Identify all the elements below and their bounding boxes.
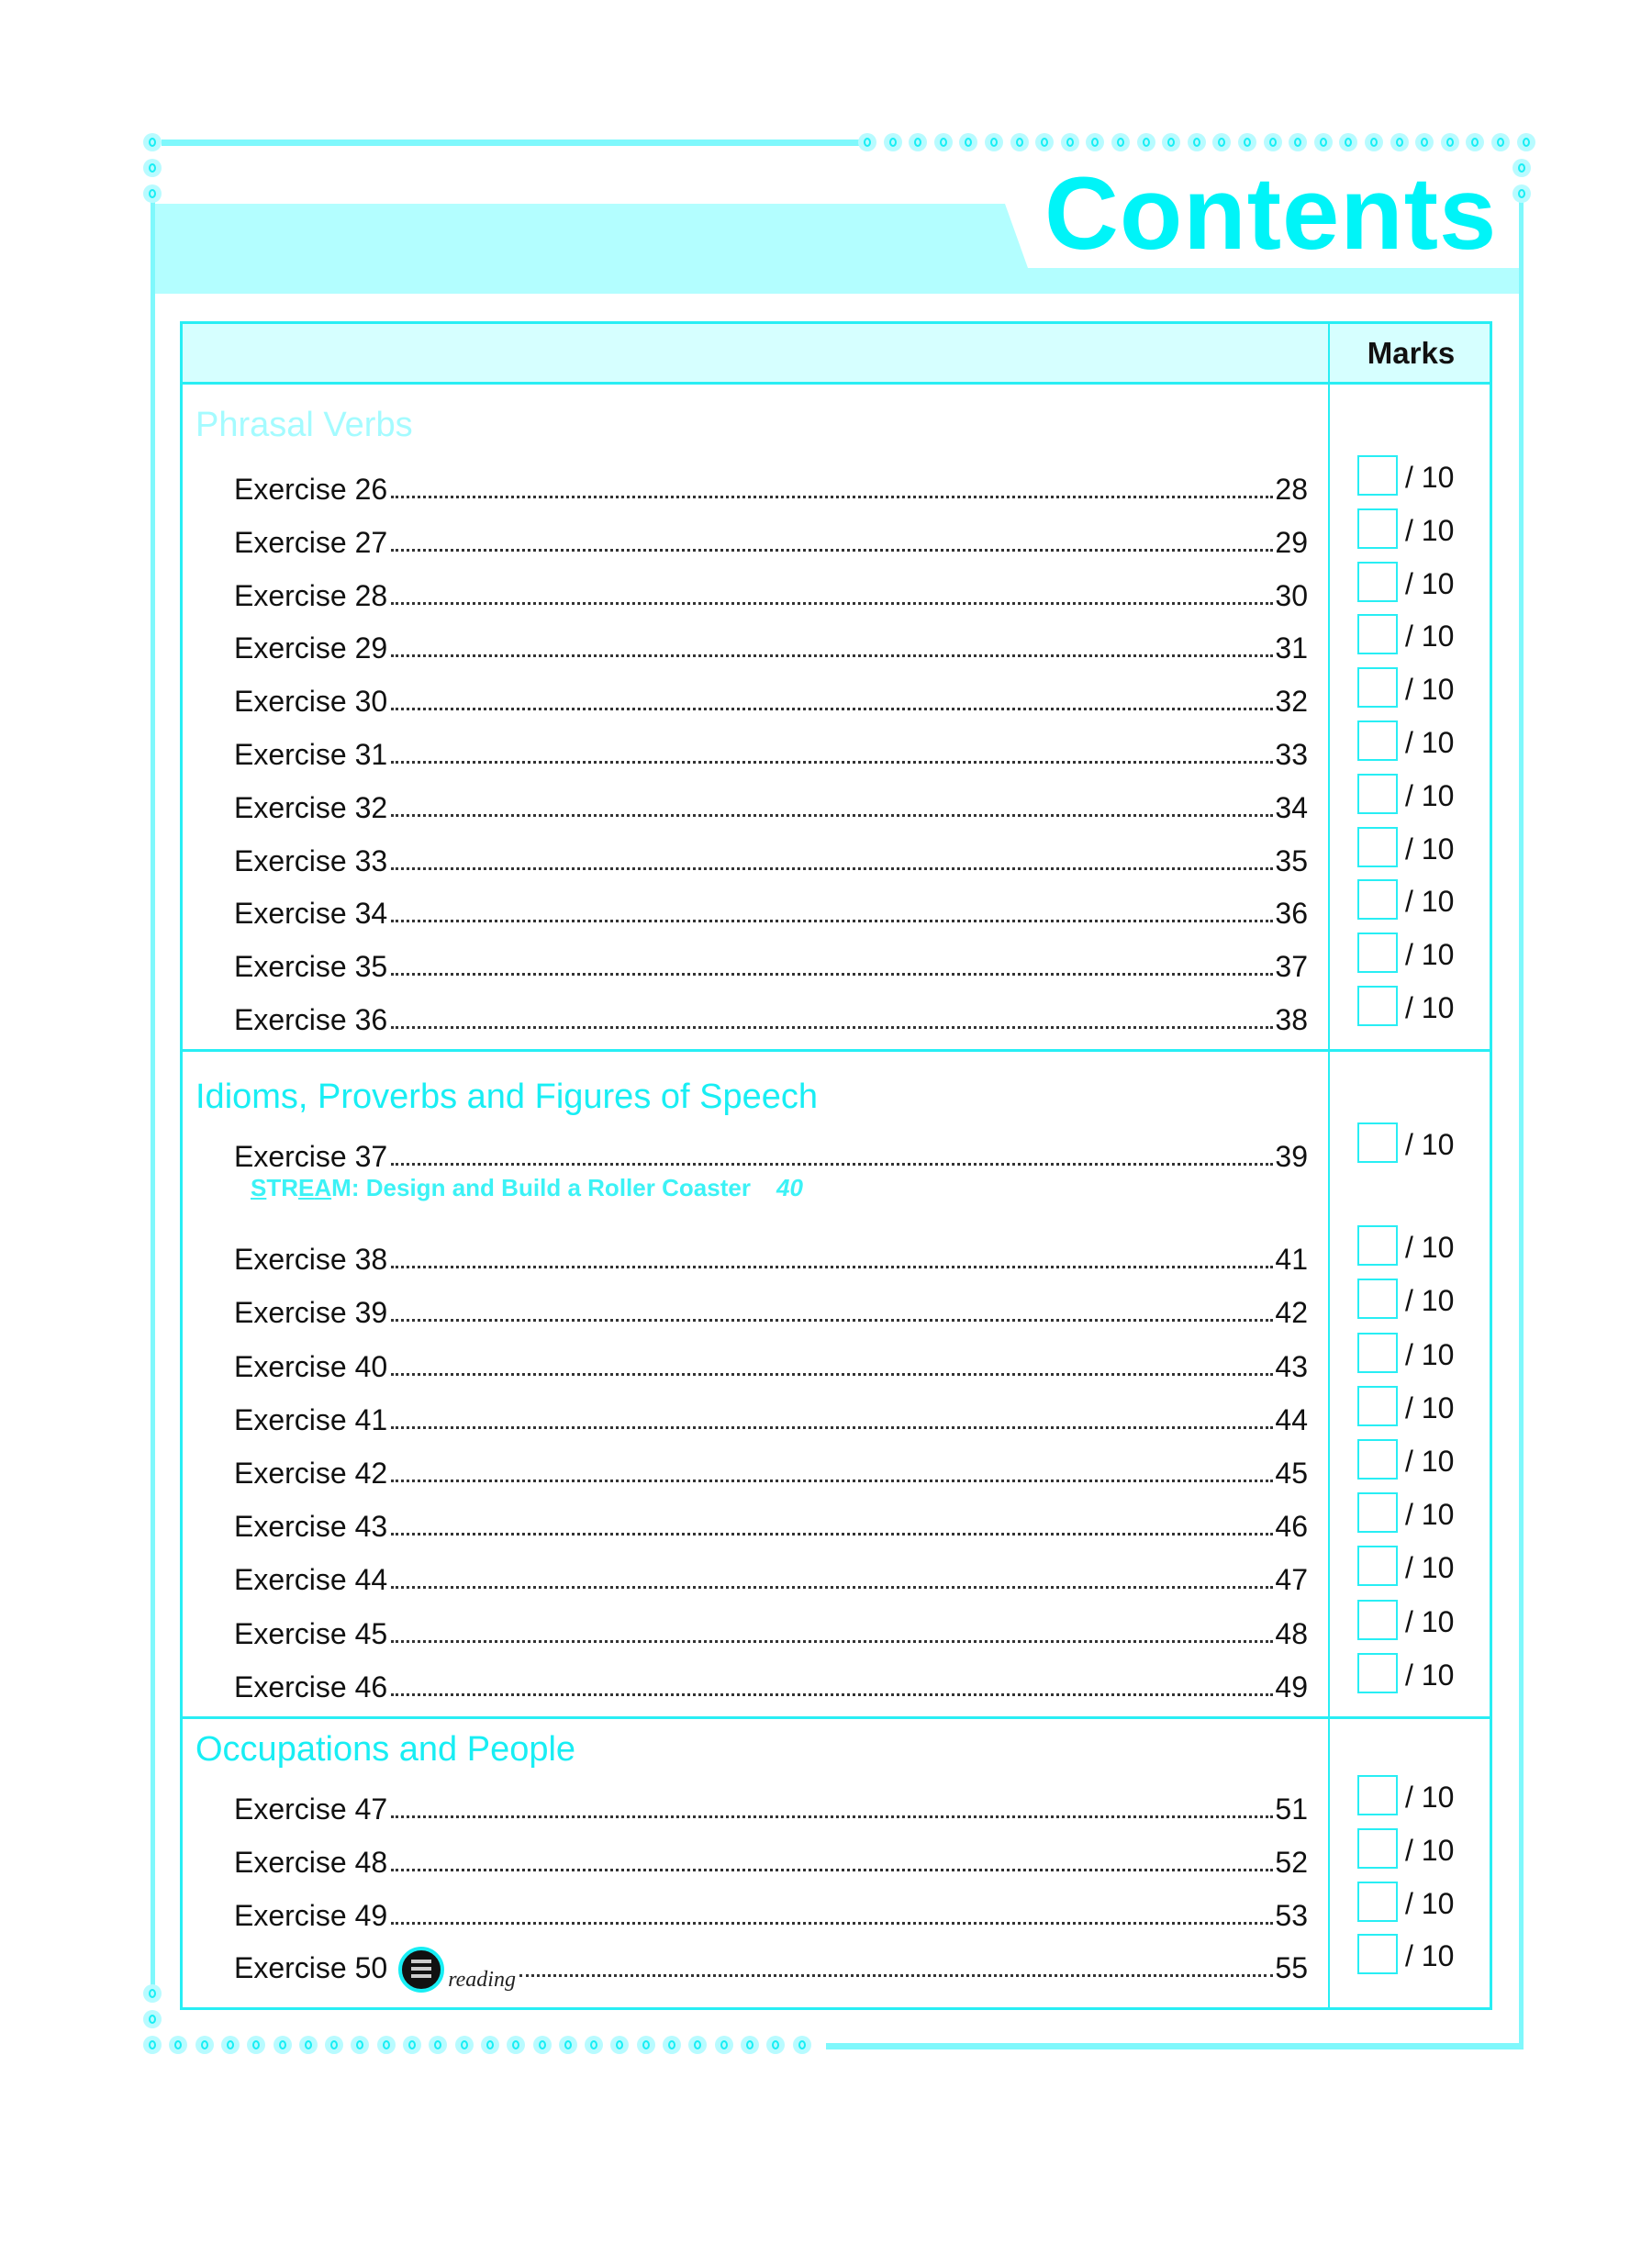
marks-out-of: / 10 (1405, 1337, 1455, 1371)
dot-leader (391, 973, 1273, 976)
marks-input-box[interactable] (1357, 720, 1398, 761)
border-dot (143, 159, 162, 177)
marks-entry (1357, 1600, 1468, 1642)
marks-entry (1357, 1934, 1468, 1976)
border-dot (1162, 133, 1180, 151)
top-border-line (162, 140, 864, 146)
dot-leader (391, 1373, 1273, 1376)
toc-entry[interactable] (234, 1502, 1308, 1544)
toc-entry[interactable] (234, 1555, 1308, 1597)
border-dot (1010, 133, 1029, 151)
entry-page-number: 29 (1275, 525, 1308, 559)
entry-page-number: 52 (1275, 1845, 1308, 1879)
section-title: Idioms, Proverbs and Figures of Speech (195, 1078, 819, 1116)
border-dot (533, 2036, 552, 2054)
border-dot (1238, 133, 1256, 151)
section-divider (183, 1716, 1490, 1719)
marks-out-of: / 10 (1405, 991, 1455, 1024)
border-dot (143, 1984, 162, 2003)
marks-entry (1357, 933, 1468, 975)
marks-out-of: / 10 (1405, 461, 1455, 494)
border-dot (637, 2036, 655, 2054)
dot-leader (391, 1266, 1273, 1268)
entry-page-number: 49 (1275, 1670, 1308, 1703)
marks-input-box[interactable] (1357, 1882, 1398, 1922)
marks-out-of: / 10 (1405, 1445, 1455, 1478)
marks-entry (1357, 614, 1468, 656)
dot-leader (391, 1026, 1273, 1029)
toc-entry[interactable] (234, 1448, 1308, 1491)
marks-input-box[interactable] (1357, 1775, 1398, 1815)
entry-label: Exercise 26 (234, 473, 388, 506)
border-dot (351, 2036, 369, 2054)
marks-input-box[interactable] (1357, 1600, 1398, 1640)
dot-leader (391, 1586, 1273, 1589)
dot-leader (391, 496, 1273, 498)
marks-out-of: / 10 (1405, 1939, 1455, 1973)
border-dot (1035, 133, 1054, 151)
marks-out-of: / 10 (1405, 1781, 1455, 1814)
entry-page-number: 31 (1275, 631, 1308, 665)
border-dot (1512, 159, 1531, 177)
section-title: Occupations and People (195, 1730, 576, 1769)
toc-entry[interactable] (234, 1395, 1308, 1437)
left-border-line (151, 202, 155, 1987)
marks-out-of: / 10 (1405, 1833, 1455, 1867)
dot-leader (391, 1640, 1273, 1643)
toc-entry[interactable] (234, 1943, 1308, 1993)
marks-entry (1357, 1279, 1468, 1321)
border-dot (610, 2036, 629, 2054)
entry-page-number: 45 (1275, 1457, 1308, 1490)
toc-entry[interactable] (234, 1609, 1308, 1651)
marks-out-of: / 10 (1405, 1284, 1455, 1318)
marks-out-of: / 10 (1405, 832, 1455, 866)
entry-page-number: 28 (1275, 473, 1308, 506)
marks-entry (1357, 1775, 1468, 1817)
marks-entry (1357, 827, 1468, 869)
dot-leader (519, 1974, 1273, 1977)
marks-entry (1357, 1386, 1468, 1428)
marks-out-of: / 10 (1405, 1231, 1455, 1265)
entry-label: Exercise 50 (234, 1951, 388, 1985)
dot-leader (391, 1869, 1273, 1871)
marks-header: Marks (1367, 336, 1456, 370)
border-dot (715, 2036, 733, 2054)
marks-entry (1357, 562, 1468, 604)
marks-input-box[interactable] (1357, 455, 1398, 496)
border-dot (299, 2036, 318, 2054)
dot-leader (391, 602, 1273, 605)
marks-entry (1357, 1122, 1468, 1165)
border-dot (1264, 133, 1282, 151)
entry-label: Exercise 48 (234, 1845, 388, 1879)
entry-page-number: 51 (1275, 1793, 1308, 1826)
marks-out-of: / 10 (1405, 885, 1455, 919)
marks-out-of: / 10 (1405, 1498, 1455, 1532)
stream-page-number: 40 (776, 1174, 803, 1202)
toc-entry[interactable] (234, 518, 1308, 560)
entry-label: Exercise 34 (234, 897, 388, 931)
toc-entry[interactable] (234, 571, 1308, 613)
dot-leader (391, 1319, 1273, 1322)
toc-entry[interactable] (234, 464, 1308, 507)
marks-input-box[interactable] (1357, 1828, 1398, 1869)
marks-input-box[interactable] (1357, 1279, 1398, 1319)
border-dot (585, 2036, 603, 2054)
dot-leader (391, 1480, 1273, 1482)
dot-leader (391, 549, 1273, 552)
entry-label: Exercise 36 (234, 1003, 388, 1036)
border-dot (934, 133, 953, 151)
page-title: Contents (1044, 156, 1498, 271)
reading-icon (398, 1947, 444, 1993)
marks-entry (1357, 667, 1468, 709)
bottom-border-line (826, 2043, 1524, 2049)
marks-input-box[interactable] (1357, 1439, 1398, 1480)
entry-label: Exercise 40 (234, 1349, 388, 1383)
border-dot (325, 2036, 343, 2054)
border-dot (1390, 133, 1409, 151)
marks-input-box[interactable] (1357, 667, 1398, 708)
entry-label: Exercise 37 (234, 1140, 388, 1173)
border-dot (559, 2036, 577, 2054)
border-dot (377, 2036, 396, 2054)
border-dot (1212, 133, 1231, 151)
border-dot (455, 2036, 474, 2054)
dot-leader (391, 1163, 1273, 1166)
dot-leader (391, 1533, 1273, 1536)
border-dot (1491, 133, 1510, 151)
toc-entry[interactable] (234, 730, 1308, 772)
border-dot (169, 2036, 187, 2054)
border-dot (273, 2036, 292, 2054)
entry-label: Exercise 43 (234, 1510, 388, 1544)
marks-input-box[interactable] (1357, 774, 1398, 814)
marks-input-box[interactable] (1357, 1333, 1398, 1373)
marks-out-of: / 10 (1405, 1604, 1455, 1638)
border-dot (1365, 133, 1383, 151)
border-dot (793, 2036, 811, 2054)
border-dot (143, 2010, 162, 2028)
marks-out-of: / 10 (1405, 1128, 1455, 1161)
border-dot (481, 2036, 499, 2054)
toc-entry[interactable] (234, 1342, 1308, 1384)
entry-page-number: 48 (1275, 1616, 1308, 1650)
reading-badge-label: reading (448, 1968, 516, 1993)
dot-leader (391, 708, 1273, 710)
marks-entry (1357, 455, 1468, 497)
marks-out-of: / 10 (1405, 938, 1455, 972)
entry-page-number: 46 (1275, 1510, 1308, 1544)
entry-page-number: 30 (1275, 578, 1308, 612)
entry-label: Exercise 29 (234, 631, 388, 665)
entry-page-number: 41 (1275, 1243, 1308, 1277)
entry-page-number: 47 (1275, 1563, 1308, 1597)
entry-label: Exercise 45 (234, 1616, 388, 1650)
marks-input-box[interactable] (1357, 1386, 1398, 1426)
entry-page-number: 37 (1275, 950, 1308, 984)
marks-entry (1357, 1828, 1468, 1871)
border-dot (1111, 133, 1130, 151)
marks-entry (1357, 1439, 1468, 1481)
toc-entry[interactable] (234, 942, 1308, 984)
marks-out-of: / 10 (1405, 1551, 1455, 1585)
marks-column-divider (1328, 324, 1330, 2007)
marks-out-of: / 10 (1405, 673, 1455, 707)
entry-label: Exercise 47 (234, 1793, 388, 1826)
entry-page-number: 35 (1275, 843, 1308, 877)
marks-entry (1357, 1546, 1468, 1588)
border-dot (985, 133, 1003, 151)
entry-label: Exercise 39 (234, 1296, 388, 1330)
border-dot (1339, 133, 1357, 151)
border-dot (1512, 184, 1531, 203)
marks-entry (1357, 986, 1468, 1028)
stream-label: STREAM: Design and Build a Roller Coaster (251, 1174, 751, 1202)
entry-label: Exercise 27 (234, 525, 388, 559)
entry-page-number: 39 (1275, 1140, 1308, 1173)
dot-leader (391, 761, 1273, 764)
marks-entry (1357, 1492, 1468, 1535)
border-dot (741, 2036, 759, 2054)
marks-entry (1357, 1333, 1468, 1375)
border-dot (195, 2036, 214, 2054)
entry-label: Exercise 31 (234, 738, 388, 771)
toc-entry[interactable] (234, 888, 1308, 931)
marks-input-box[interactable] (1357, 1934, 1398, 1974)
entry-page-number: 55 (1275, 1951, 1308, 1985)
entry-page-number: 38 (1275, 1003, 1308, 1036)
section-divider (183, 1049, 1490, 1052)
toc-entry[interactable] (234, 836, 1308, 878)
toc-entry[interactable] (234, 1132, 1308, 1174)
marks-out-of: / 10 (1405, 1658, 1455, 1692)
border-dot (1441, 133, 1459, 151)
dot-leader (391, 814, 1273, 817)
border-dot (143, 2036, 162, 2054)
contents-table (180, 321, 1492, 2010)
entry-label: Exercise 38 (234, 1243, 388, 1277)
entry-page-number: 42 (1275, 1296, 1308, 1330)
marks-input-box[interactable] (1357, 508, 1398, 549)
marks-out-of: / 10 (1405, 620, 1455, 653)
toc-entry[interactable] (234, 1784, 1308, 1826)
marks-input-box[interactable] (1357, 1492, 1398, 1533)
marks-out-of: / 10 (1405, 1886, 1455, 1920)
toc-entry[interactable] (234, 1837, 1308, 1880)
marks-out-of: / 10 (1405, 726, 1455, 759)
dot-leader (391, 1693, 1273, 1696)
entry-label: Exercise 30 (234, 685, 388, 719)
entry-label: Exercise 41 (234, 1402, 388, 1436)
border-dot (1188, 133, 1206, 151)
entry-label: Exercise 33 (234, 843, 388, 877)
border-dot (247, 2036, 265, 2054)
border-dot (766, 2036, 785, 2054)
border-dot (507, 2036, 525, 2054)
entry-label: Exercise 46 (234, 1670, 388, 1703)
entry-page-number: 44 (1275, 1402, 1308, 1436)
marks-input-box[interactable] (1357, 562, 1398, 602)
toc-entry[interactable] (234, 676, 1308, 719)
toc-entry[interactable] (234, 1288, 1308, 1330)
table-header (183, 324, 1490, 385)
entry-label: Exercise 49 (234, 1898, 388, 1932)
entry-page-number: 34 (1275, 790, 1308, 824)
toc-entry[interactable] (234, 623, 1308, 665)
border-dot (403, 2036, 421, 2054)
toc-entry[interactable] (234, 995, 1308, 1037)
dot-leader (391, 654, 1273, 657)
marks-input-box[interactable] (1357, 1546, 1398, 1586)
border-dot (884, 133, 902, 151)
entry-label: Exercise 32 (234, 790, 388, 824)
entry-page-number: 53 (1275, 1898, 1308, 1932)
border-dot (1289, 133, 1307, 151)
marks-input-box[interactable] (1357, 614, 1398, 654)
marks-input-box[interactable] (1357, 879, 1398, 920)
dot-leader (391, 1922, 1273, 1925)
marks-entry (1357, 508, 1468, 551)
dot-leader (391, 867, 1273, 870)
marks-out-of: / 10 (1405, 778, 1455, 812)
entry-label: Exercise 44 (234, 1563, 388, 1597)
marks-input-box[interactable] (1357, 986, 1398, 1026)
dot-leader (391, 1815, 1273, 1818)
dot-leader (391, 1426, 1273, 1429)
entry-page-number: 36 (1275, 897, 1308, 931)
entry-label: Exercise 42 (234, 1457, 388, 1490)
marks-entry (1357, 1882, 1468, 1924)
right-border-line (1519, 202, 1524, 2047)
border-dot (221, 2036, 240, 2054)
marks-out-of: / 10 (1405, 566, 1455, 600)
marks-entry (1357, 1653, 1468, 1695)
border-dot (143, 184, 162, 203)
border-dot (1061, 133, 1079, 151)
marks-out-of: / 10 (1405, 513, 1455, 547)
marks-entry (1357, 774, 1468, 816)
marks-entry (1357, 720, 1468, 763)
entry-page-number: 32 (1275, 685, 1308, 719)
section-title: Phrasal Verbs (195, 406, 413, 444)
border-dot (143, 133, 162, 151)
entry-label: Exercise 35 (234, 950, 388, 984)
toc-entry[interactable] (234, 1891, 1308, 1933)
border-dot (1137, 133, 1155, 151)
entry-page-number: 33 (1275, 738, 1308, 771)
toc-entry[interactable] (234, 783, 1308, 825)
toc-entry[interactable] (234, 1662, 1308, 1704)
border-dot (858, 133, 876, 151)
border-dot (909, 133, 927, 151)
marks-out-of: / 10 (1405, 1390, 1455, 1424)
marks-input-box[interactable] (1357, 1225, 1398, 1266)
border-dot (1466, 133, 1484, 151)
border-dot (1314, 133, 1333, 151)
entry-label: Exercise 28 (234, 578, 388, 612)
border-dot (663, 2036, 681, 2054)
dot-leader (391, 920, 1273, 922)
marks-input-box[interactable] (1357, 933, 1398, 973)
border-dot (1415, 133, 1434, 151)
marks-input-box[interactable] (1357, 1122, 1398, 1163)
entry-page-number: 43 (1275, 1349, 1308, 1383)
border-dot (959, 133, 977, 151)
border-dot (1086, 133, 1104, 151)
marks-entry (1357, 879, 1468, 921)
border-dot (1517, 133, 1535, 151)
marks-entry (1357, 1225, 1468, 1268)
marks-input-box[interactable] (1357, 1653, 1398, 1693)
toc-entry[interactable] (234, 1234, 1308, 1277)
stream-project-link[interactable] (251, 1174, 803, 1202)
border-dot (688, 2036, 707, 2054)
marks-input-box[interactable] (1357, 827, 1398, 867)
border-dot (429, 2036, 447, 2054)
